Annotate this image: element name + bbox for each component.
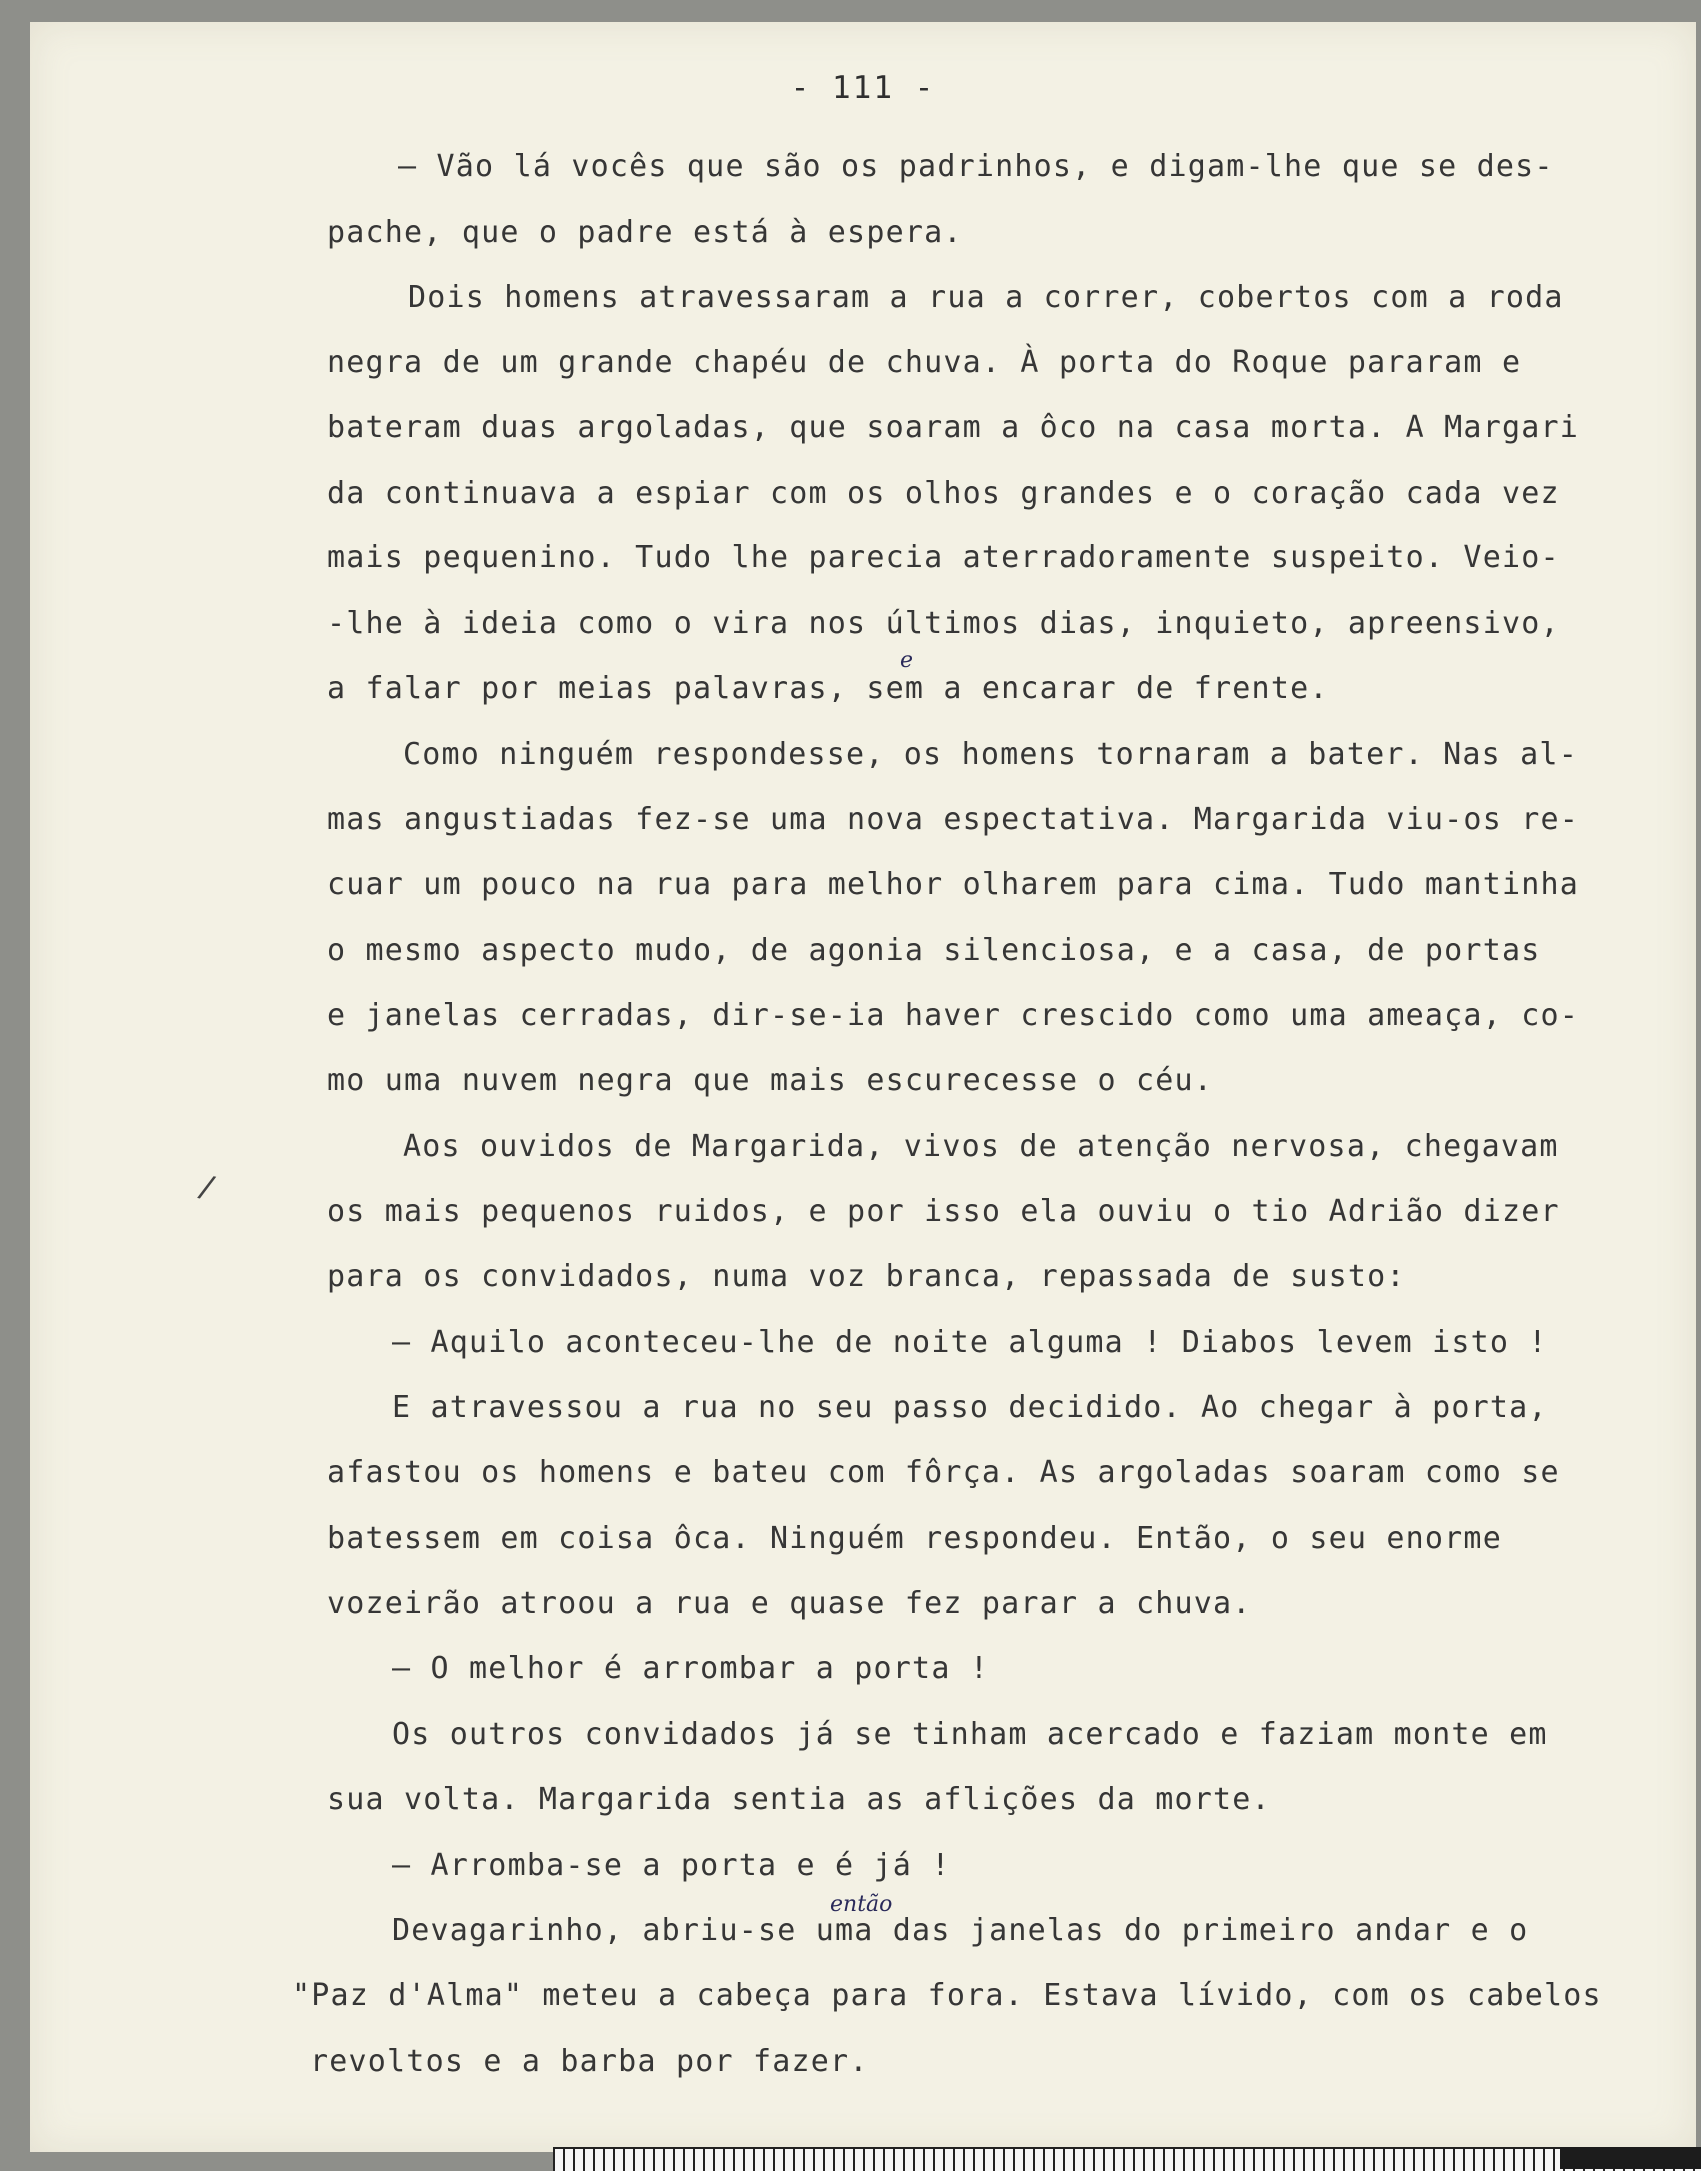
page-number: - 111 - — [790, 70, 936, 106]
text-line: o mesmo aspecto mudo, de agonia silenciosa, e a casa, de portas — [327, 933, 1541, 968]
text-line: vozeirão atroou a rua e quase fez parar a chuva. — [327, 1586, 1252, 1621]
text-line: a falar por meias palavras, sem a encarar de frente. — [327, 671, 1329, 706]
text-line: cuar um pouco na rua para melhor olharem para cima. Tudo mantinha — [327, 867, 1579, 902]
scale-ruler-end — [1560, 2147, 1701, 2169]
scale-ruler — [553, 2147, 1701, 2171]
text-line: sua volta. Margarida sentia as aflições da morte. — [327, 1782, 1271, 1817]
text-line: Como ninguém respondesse, os homens tornaram a bater. Nas al- — [403, 737, 1578, 772]
text-line: batessem em coisa ôca. Ninguém respondeu. Então, o seu enorme — [327, 1521, 1502, 1556]
text-line: e janelas cerradas, dir-se-ia haver crescido como uma ameaça, co- — [327, 998, 1579, 1033]
text-line: pache, que o padre está à espera. — [327, 215, 963, 250]
text-line: mais pequenino. Tudo lhe parecia aterradoramente suspeito. Veio- — [327, 540, 1560, 575]
text-line: — Vão lá vocês que são os padrinhos, e digam-lhe que se des- — [398, 149, 1554, 184]
text-line: revoltos e a barba por fazer. — [310, 2044, 869, 2079]
text-line: Os outros convidados já se tinham acercado e faziam monte em — [392, 1717, 1548, 1752]
text-line: os mais pequenos ruidos, e por isso ela ouviu o tio Adrião dizer — [327, 1194, 1560, 1229]
text-line: para os convidados, numa voz branca, repassada de susto: — [327, 1259, 1406, 1294]
text-line: E atravessou a rua no seu passo decidido. Ao chegar à porta, — [392, 1390, 1548, 1425]
text-line: da continuava a espiar com os olhos grandes e o coração cada vez — [327, 476, 1560, 511]
handwritten-insert-e: e — [900, 648, 914, 673]
text-line: — Aquilo aconteceu-lhe de noite alguma ! Diabos levem isto ! — [392, 1325, 1548, 1360]
text-line: Dois homens atravessaram a rua a correr, cobertos com a roda — [408, 280, 1564, 315]
typescript-page — [30, 22, 1696, 2152]
text-line: -lhe à ideia como o vira nos últimos dias, inquieto, apreensivo, — [327, 606, 1560, 641]
text-line: "Paz d'Alma" meteu a cabeça para fora. Estava lívido, com os cabelos — [292, 1978, 1602, 2013]
text-line: Aos ouvidos de Margarida, vivos de atenção nervosa, chegavam — [403, 1129, 1559, 1164]
text-line: mas angustiadas fez-se uma nova espectativa. Margarida viu-os re- — [327, 802, 1579, 837]
body-text — [30, 22, 1696, 2152]
text-line: negra de um grande chapéu de chuva. À porta do Roque pararam e — [327, 345, 1522, 380]
text-line: afastou os homens e bateu com fôrça. As argoladas soaram como se — [327, 1455, 1560, 1490]
text-line: Devagarinho, abriu-se uma das janelas do primeiro andar e o — [392, 1913, 1529, 1948]
text-line: — Arromba-se a porta e é já ! — [392, 1848, 951, 1883]
text-line: mo uma nuvem negra que mais escurecesse o céu. — [327, 1063, 1214, 1098]
handwritten-insert-entao: então — [830, 1892, 893, 1917]
text-line: — O melhor é arrombar a porta ! — [392, 1651, 990, 1686]
margin-mark: / — [194, 1168, 220, 1207]
text-line: bateram duas argoladas, que soaram a ôco na casa morta. A Margari — [327, 410, 1579, 445]
